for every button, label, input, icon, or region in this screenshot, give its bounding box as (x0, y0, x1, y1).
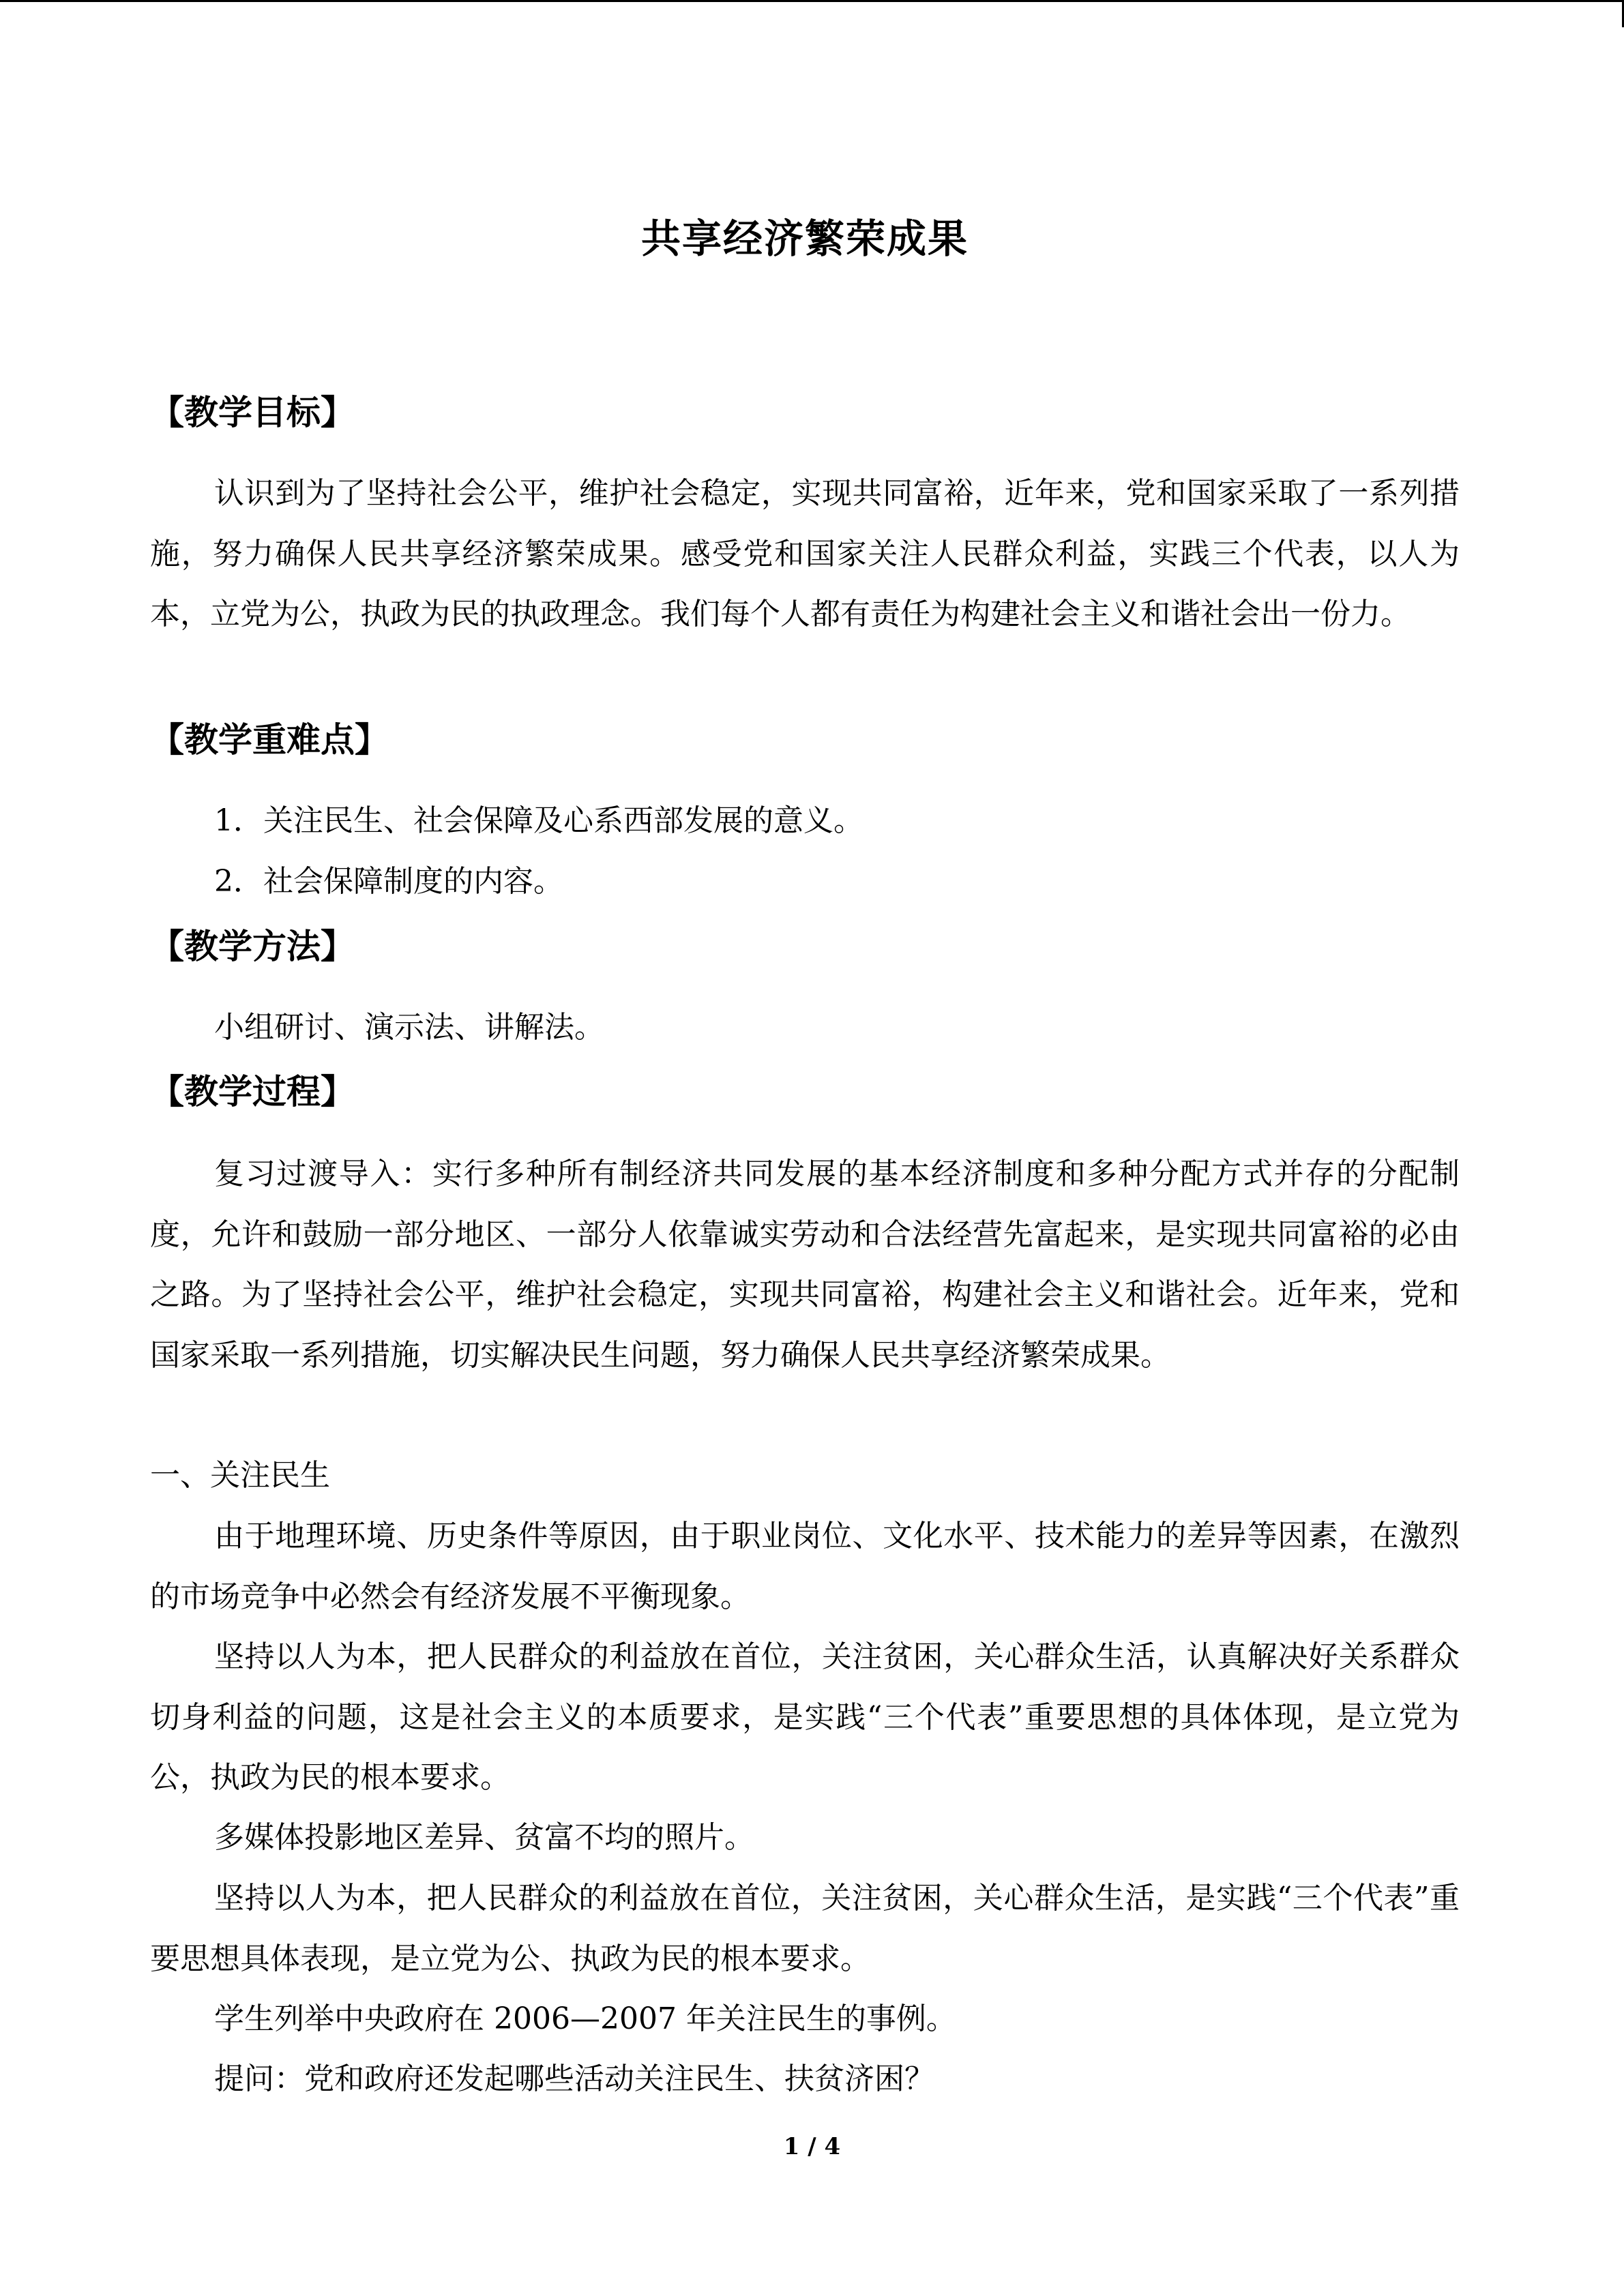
key-point-item-2: 2．社会保障制度的内容。 (214, 864, 563, 899)
top-border-line (0, 0, 1624, 2)
heading-key-points: 【教学重难点】 (150, 720, 389, 760)
process-intro-paragraph: 复习过渡导入：实行多种所有制经济共同发展的基本经济制度和多种分配方式并存的分配制度，允许和鼓励一部分地区、一部分人依靠诚实劳动和合法经营先富起来，是实现共同富裕的必由之路。为了坚持社会公平，维护社会稳定，实现共同富裕，构建社会主义和谐社会。近年来，党和国家采取一系列措施，切实解决民生问题，努力确保人民共享经济繁荣成果。 (150, 1157, 1460, 1373)
key-point-item-1: 1．关注民生、社会保障及心系西部发展的意义。 (214, 803, 863, 838)
methods-text: 小组研讨、演示法、讲解法。 (214, 1010, 604, 1045)
process-paragraph-4: 坚持以人为本，把人民群众的利益放在首位，关注贫困，关心群众生活，是实践“三个代表”重要思想具体表现，是立党为公、执政为民的根本要求。 (150, 1881, 1460, 1976)
heading-objectives: 【教学目标】 (150, 393, 355, 432)
process-paragraph-5: 学生列举中央政府在 2006—2007 年关注民生的事例。 (214, 2001, 956, 2036)
process-paragraph-3: 多媒体投影地区差异、贫富不均的照片。 (214, 1820, 754, 1855)
heading-process: 【教学过程】 (150, 1072, 355, 1112)
heading-methods: 【教学方法】 (150, 927, 355, 966)
process-paragraph-2: 坚持以人为本，把人民群众的利益放在首位，关注贫困，关心群众生活，认真解决好关系群众切身利益的问题，这是社会主义的本质要求，是实践“三个代表”重要思想的具体体现，是立党为公，执政为民的根本要求。 (150, 1639, 1460, 1795)
objectives-paragraph: 认识到为了坚持社会公平，维护社会稳定，实现共同富裕，近年来，党和国家采取了一系列措施，努力确保人民共享经济繁荣成果。感受党和国家关注人民群众利益，实践三个代表，以人为本，立党为公，执政为民的执政理念。我们每个人都有责任为构建社会主义和谐社会出一份力。 (150, 476, 1460, 631)
subheading-livelihood: 一、关注民生 (150, 1458, 330, 1493)
page-number: 1 / 4 (783, 2133, 841, 2160)
process-paragraph-1: 由于地理环境、历史条件等原因，由于职业岗位、文化水平、技术能力的差异等因素，在激烈的市场竞争中必然会有经济发展不平衡现象。 (150, 1519, 1460, 1614)
page-title: 共享经济繁荣成果 (640, 215, 969, 262)
process-paragraph-6: 提问：党和政府还发起哪些活动关注民生、扶贫济困？ (214, 2061, 934, 2096)
